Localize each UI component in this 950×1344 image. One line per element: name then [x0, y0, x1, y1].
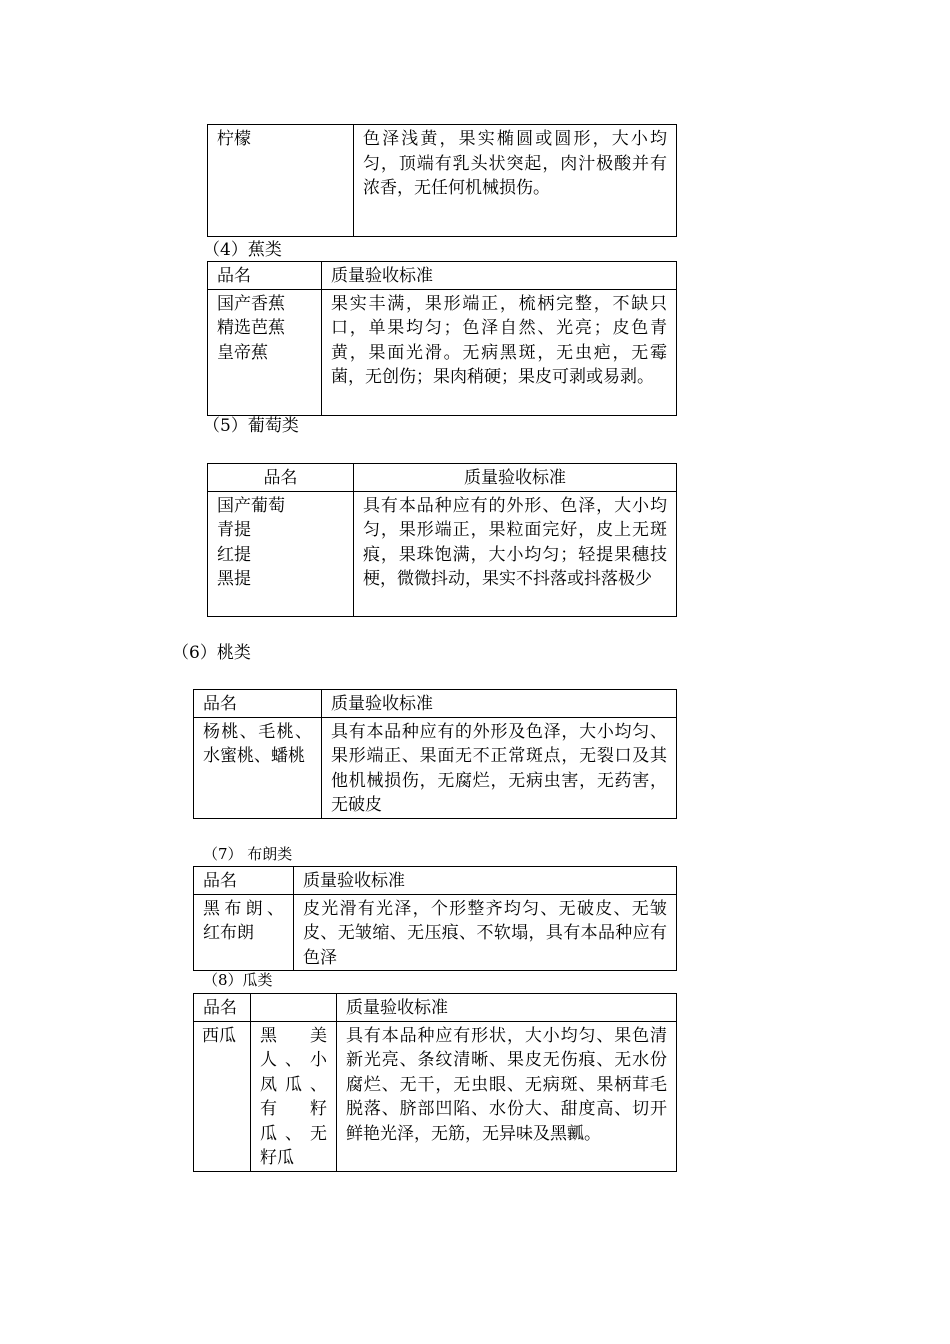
peach-table	[193, 689, 677, 819]
section7-heading: （7） 布朗类	[203, 845, 293, 863]
grape-standard-cell: 具有本品种应有的外形、色泽，大小均匀，果形端正，果粒面完好，皮上无斑痕，果珠饱满，大小均匀；轻提果穗技梗，微微抖动，果实不抖落或抖落极少	[354, 491, 677, 616]
grape-name: 青提	[217, 520, 251, 540]
grape-name: 红提	[217, 544, 251, 565]
section8-heading: （8）瓜类	[203, 971, 273, 989]
table-header-name: 品名	[208, 262, 322, 290]
table-header-name: 品名	[208, 464, 354, 492]
banana-standard-cell: 果实丰满，果形端正，梳柄完整，不缺只口，单果均匀；色泽自然、光亮；皮色青黄，果面光滑。无病黑斑，无虫疤，无霉菌，无创伤；果肉稍硬；果皮可剥或易剥。	[322, 289, 677, 415]
lemon-table	[207, 124, 677, 237]
table-header-standard: 质量验收标准	[322, 262, 677, 290]
table-header-name: 品名	[194, 867, 294, 895]
melon-category-cell: 西瓜	[194, 1021, 251, 1171]
lemon-name-cell: 柠檬	[208, 125, 354, 237]
melon-table	[193, 993, 677, 1172]
grape-table	[207, 463, 677, 617]
lemon-standard-cell: 色泽浅黄，果实椭圆或圆形，大小均匀，顶端有乳头状突起，肉汁极酸并有浓香，无任何机械损伤。	[354, 125, 677, 237]
banana-name: 皇帝蕉	[217, 342, 268, 363]
grape-name: 国产葡萄	[217, 495, 285, 516]
table-header-standard: 质量验收标准	[337, 994, 677, 1022]
grape-name: 黑提	[217, 569, 251, 589]
table-header-standard: 质量验收标准	[322, 690, 677, 718]
plum-standard-cell: 皮光滑有光泽，个形整齐均匀、无破皮、无皱皮、无皱缩、无压痕、不软塌，具有本品种应有色泽	[294, 894, 677, 971]
banana-names-cell	[208, 289, 322, 415]
section5-heading: （5）葡萄类	[203, 416, 299, 436]
peach-names-cell: 杨桃、毛桃、水蜜桃、蟠桃	[194, 717, 322, 818]
banana-name: 国产香蕉	[217, 293, 285, 314]
melon-varieties-cell: 黑美人、小凤瓜、有籽瓜、无籽瓜	[251, 1021, 337, 1171]
peach-standard-cell: 具有本品种应有的外形及色泽，大小均匀、果形端正、果面无不正常斑点，无裂口及其他机械损伤，无腐烂，无病虫害，无药害，无破皮	[322, 717, 677, 818]
plum-table	[193, 866, 677, 971]
banana-name: 精选芭蕉	[217, 318, 285, 338]
section6-heading: （6）桃类	[172, 643, 251, 663]
plum-names-cell: 黑布朗、红布朗	[194, 894, 294, 971]
section4-heading: （4）蕉类	[203, 240, 282, 260]
table-header-standard: 质量验收标准	[294, 867, 677, 895]
table-header-empty	[251, 994, 337, 1022]
banana-table	[207, 261, 677, 416]
table-header-name: 品名	[194, 690, 322, 718]
grape-names-cell	[208, 491, 354, 616]
table-header-standard: 质量验收标准	[354, 464, 677, 492]
melon-standard-cell: 具有本品种应有形状，大小均匀、果色清新光亮、条纹清晰、果皮无伤痕、无水份腐烂、无干，无虫眼、无病斑、果柄茸毛脱落、脐部凹陷、水份大、甜度高、切开鲜艳光泽，无筋，无异味及黑瓤。	[337, 1021, 677, 1171]
table-header-name: 品名	[194, 994, 251, 1022]
